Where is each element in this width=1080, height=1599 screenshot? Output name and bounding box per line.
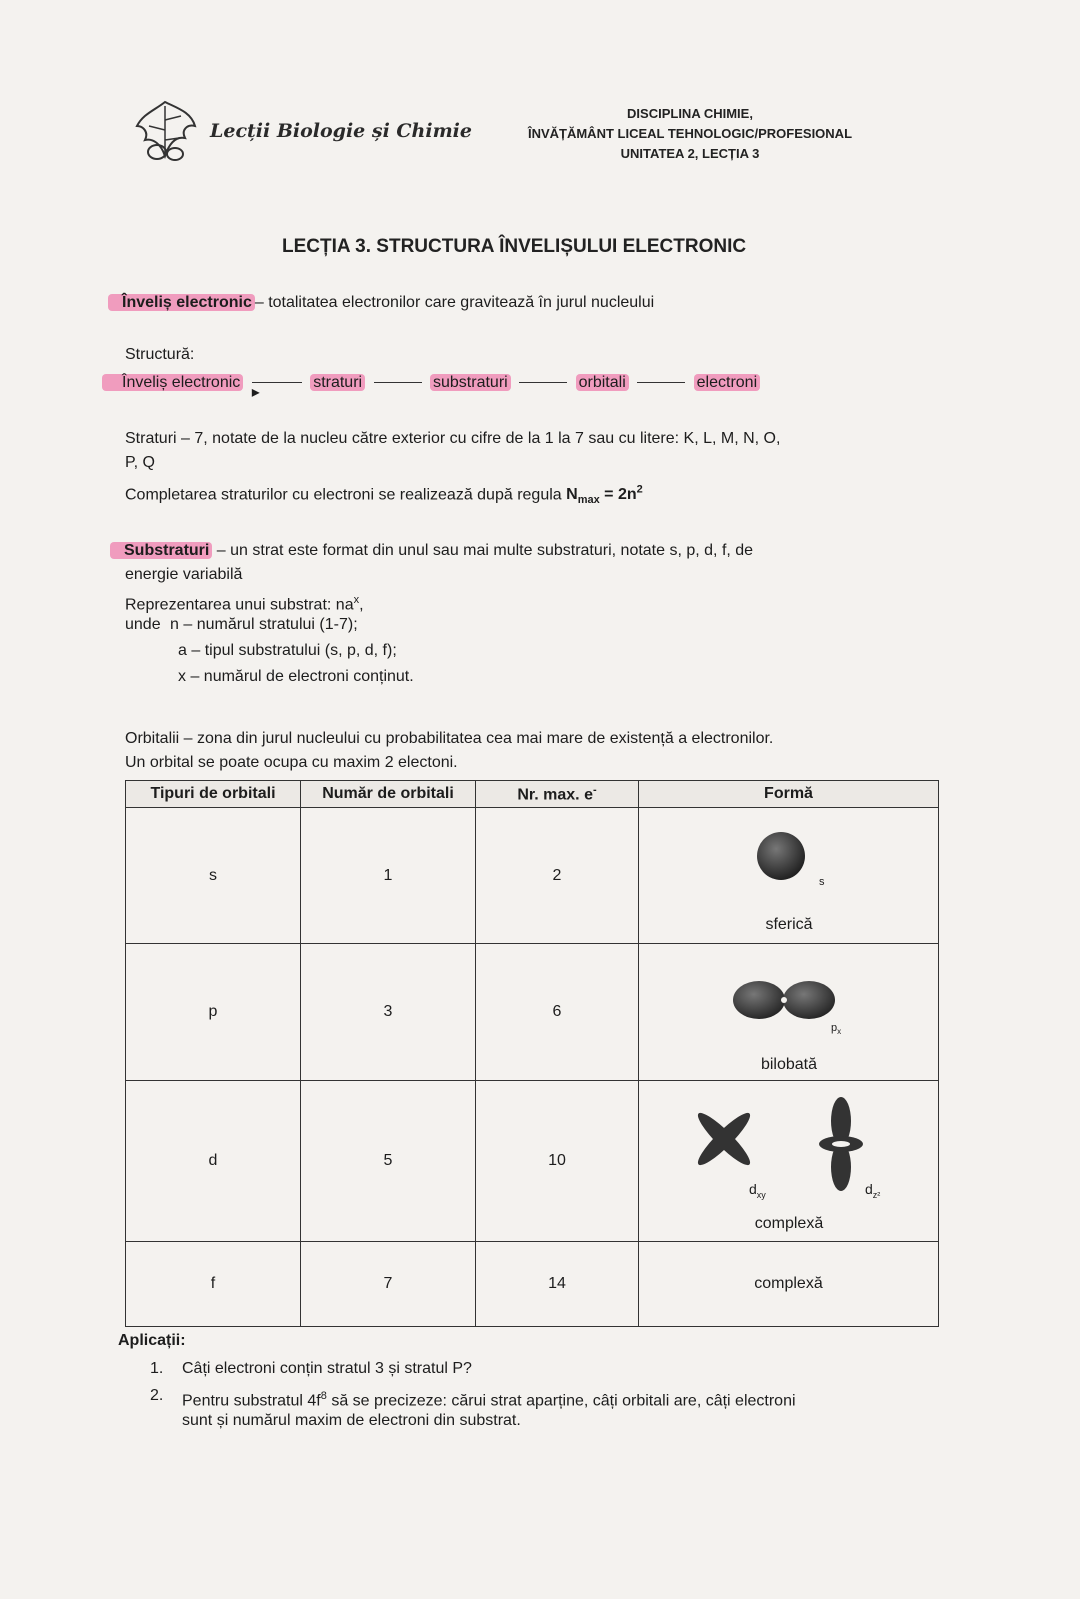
p-orbital-label: $p_x$ [831, 1022, 842, 1037]
table-row [126, 808, 939, 944]
cell-shape [639, 808, 939, 944]
shape-name: sferică [765, 916, 813, 934]
page-title: LECȚIA 3. STRUCTURA ÎNVELIȘULUI ELECTRONIC [282, 236, 747, 257]
definition-term: Înveliș electronic [108, 294, 255, 311]
question-2-num: 2. [150, 1387, 164, 1404]
question-1: Câți electroni conțin stratul 3 și stratul P? [182, 1360, 472, 1377]
layers-line1: Straturi – 7, notate de la nucleu către exterior cu cifre de la 1 la 7 sau cu litere: K, L, M, N, O, [125, 430, 781, 447]
sublayers-def [110, 540, 940, 562]
arrow-icon [374, 382, 422, 383]
structure-label: Structură: [125, 346, 195, 363]
header-discipline: DISCIPLINA CHIMIE, [627, 106, 753, 121]
dxy-orbital-label: $d_{xy}$ [749, 1180, 766, 1200]
cell-count: 5 [301, 1080, 476, 1241]
layers-rule: Completarea straturilor cu electroni se realizează după regula $N_{max} = 2n^2$ [125, 484, 643, 507]
chain-item-electrons: electroni [694, 374, 760, 391]
sublayers-text: – un strat este format din unul sau mai multe substraturi, notate s, p, d, f, de [216, 542, 754, 559]
definition [108, 292, 654, 314]
logo [135, 98, 205, 164]
cell-shape [639, 944, 939, 1080]
cell-type: p [126, 944, 301, 1080]
cell-max: 2 [476, 808, 639, 944]
header-cell: Număr de orbitali [301, 781, 476, 808]
sublayers-text2: energie variabilă [125, 566, 243, 583]
orbitals-table [125, 780, 939, 1327]
rule-formula: N [566, 486, 578, 504]
rule-text: Completarea straturilor cu electroni se realizează după regula [125, 486, 562, 504]
header-level: ÎNVĂȚĂMÂNT LICEAL TEHNOLOGIC/PROFESIONAL [527, 126, 853, 141]
orbitals-line1: Orbitalii – zona din jurul nucleului cu probabilitatea cea mai mare de existență a electronilor. [125, 730, 774, 747]
sublayers-a-def: a – tipul substratului (s, p, d, f); [178, 642, 397, 659]
cell-shape [639, 1080, 939, 1241]
header-info [500, 104, 880, 164]
question-2: Pentru substratul $4f^8$ să se precizeze: cărui strat aparține, câți orbitali are, câți electroni [182, 1390, 796, 1410]
header-cell: Nr. max. e- [476, 781, 639, 808]
chain-item-layers: straturi [310, 374, 365, 391]
structure-chain [102, 372, 902, 402]
dz2-orbital-label: $d_{z^2}$ [865, 1180, 881, 1200]
p-orbital-icon [731, 974, 842, 1037]
cell-max: 14 [476, 1242, 639, 1327]
cell-shape: complexă [639, 1242, 939, 1327]
sublayers-x-def: x – numărul de electroni conținut. [178, 668, 414, 685]
question-1-num: 1. [150, 1360, 164, 1377]
cell-count: 7 [301, 1242, 476, 1327]
sublayers-term: Substraturi [110, 542, 212, 559]
arrow-icon [637, 382, 685, 383]
chain-item-envelope: Înveliș electronic [102, 374, 243, 391]
table-row [126, 1080, 939, 1241]
s-orbital-icon [749, 828, 829, 888]
logo-text: Lecții Biologie și Chimie [210, 120, 472, 142]
cell-max: 6 [476, 944, 639, 1080]
shape-name: complexă [754, 1214, 824, 1232]
question-2-cont: sunt și numărul maxim de electroni din substrat. [182, 1412, 521, 1429]
arrow-icon: ▸ [252, 382, 302, 383]
cell-count: 3 [301, 944, 476, 1080]
header-cell: Tipuri de orbitali [126, 781, 301, 808]
arrow-icon [519, 382, 567, 383]
sublayers-repr: Reprezentarea unui substrat: $na^x$, [125, 594, 364, 614]
s-orbital-label: s [819, 876, 825, 889]
cell-type: d [126, 1080, 301, 1241]
table-row [126, 1242, 939, 1327]
applications-title: Aplicații: [118, 1332, 186, 1349]
definition-text: – totalitatea electronilor care gravitează în jurul nucleului [254, 294, 655, 311]
leaf-logo-icon [135, 98, 205, 164]
chain-item-orbitals: orbitali [576, 374, 629, 391]
dxy-orbital-icon [684, 1099, 764, 1179]
header-unit: UNITATEA 2, LECȚIA 3 [620, 146, 760, 161]
cell-type: s [126, 808, 301, 944]
cell-count: 1 [301, 808, 476, 944]
sublayers-where: unde [125, 616, 161, 633]
table-header-row [126, 781, 939, 808]
sublayers-n-def: n – numărul stratului (1-7); [170, 616, 358, 633]
orbitals-line2: Un orbital se poate ocupa cu maxim 2 electoni. [125, 754, 458, 771]
table-row [126, 944, 939, 1080]
cell-max: 10 [476, 1080, 639, 1241]
dz2-orbital-icon [811, 1095, 871, 1195]
header-cell: Formă [639, 781, 939, 808]
layers-line2: P, Q [125, 454, 155, 471]
shape-name: bilobată [760, 1056, 818, 1074]
cell-type: f [126, 1242, 301, 1327]
chain-item-sublayers: substraturi [430, 374, 511, 391]
